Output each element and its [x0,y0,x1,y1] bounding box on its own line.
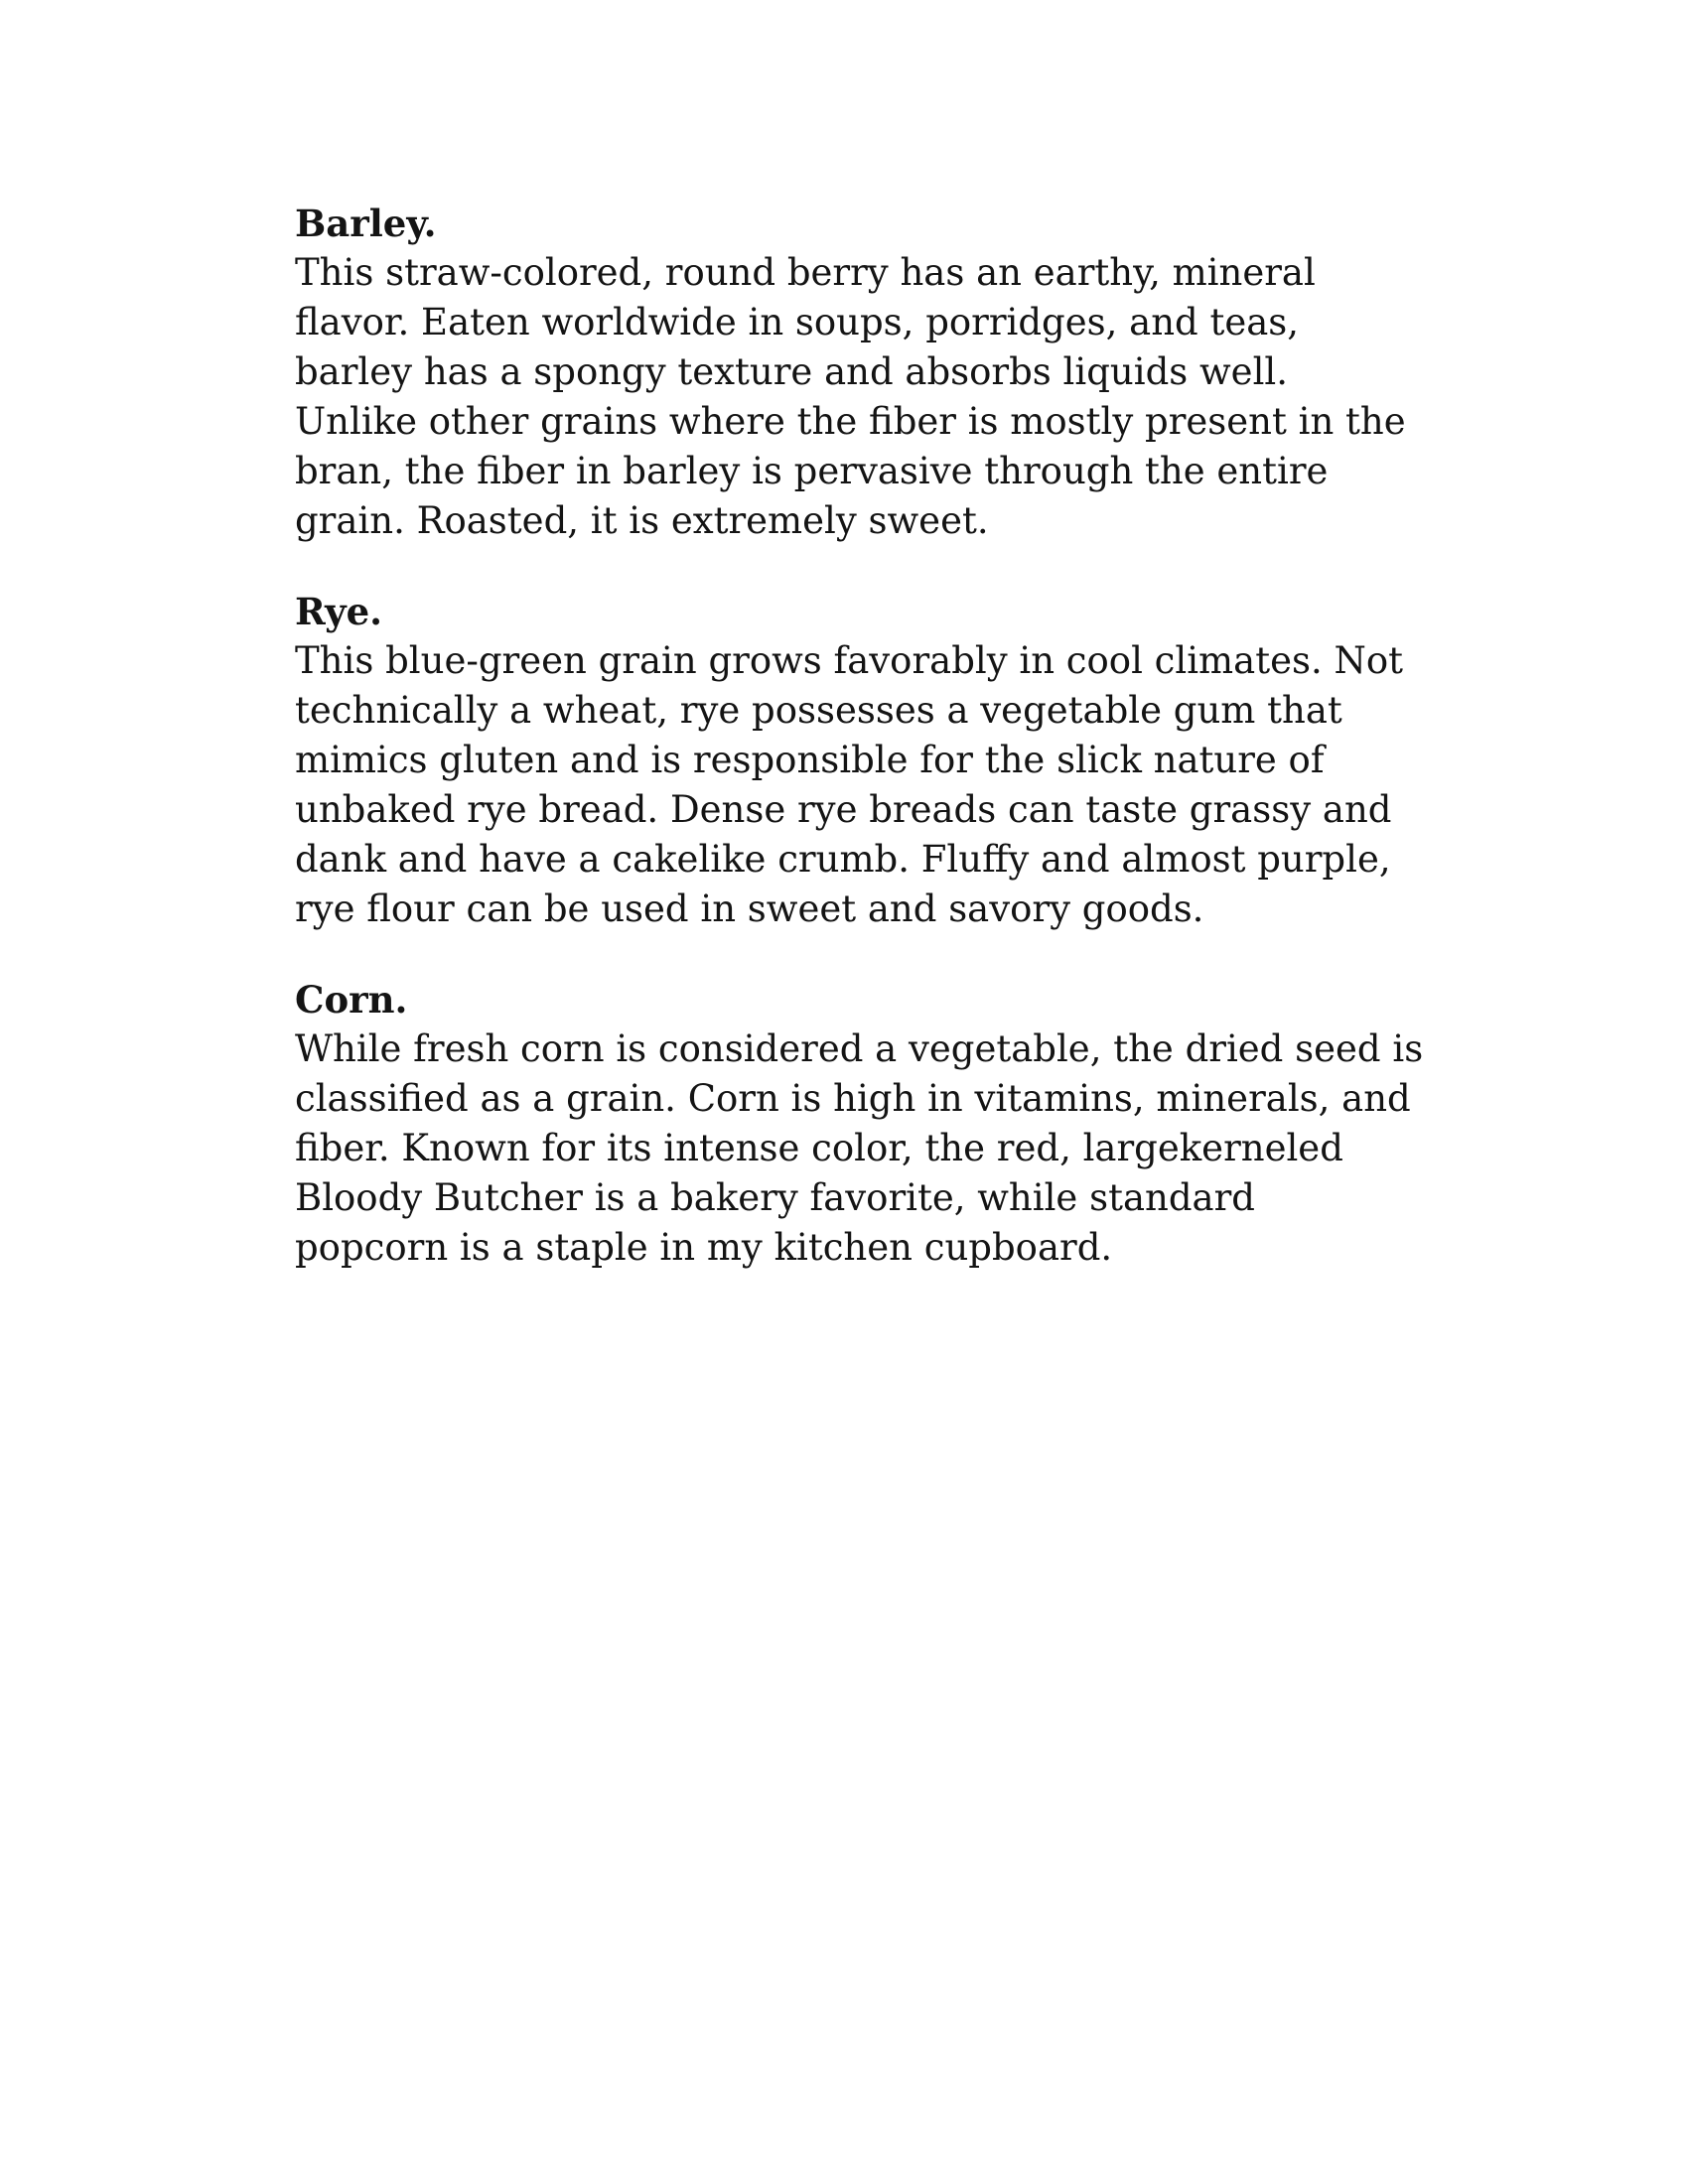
entry-title: Barley. [295,202,437,245]
body-line: grain. Roasted, it is extremely sweet. [295,499,989,542]
body-line: This straw-colored, round berry has an earthy, mineral [295,251,1316,294]
body-line: mimics gluten and is responsible for the slick nature of [295,739,1325,781]
body-line: dank and have a cakelike crumb. Fluffy and almost purple, [295,838,1391,881]
entry-barley [295,199,1417,546]
document-page [295,199,1424,1313]
body-line: Bloody Butcher is a bakery favorite, while standard [295,1176,1255,1219]
body-line: barley has a spongy texture and absorbs liquids well. [295,350,1288,393]
body-line: Unlike other grains where the fiber is mostly present in the [295,400,1406,443]
body-line: rye flour can be used in sweet and savory goods. [295,887,1204,930]
body-line: flavor. Eaten worldwide in soups, porridges, and teas, [295,301,1300,343]
entry-corn [295,975,1424,1273]
body-line: technically a wheat, rye possesses a vegetable gum that [295,689,1342,732]
entry-title: Corn. [295,978,408,1022]
entry-rye [295,587,1417,934]
body-line: popcorn is a staple in my kitchen cupboard. [295,1226,1113,1269]
body-line: bran, the fiber in barley is pervasive through the entire [295,450,1329,492]
entry-title: Rye. [295,590,383,633]
body-line: unbaked rye bread. Dense rye breads can taste grassy and [295,788,1392,831]
body-line: This blue-green grain grows favorably in cool climates. Not [295,639,1403,682]
body-line: While fresh corn is considered a vegetable, the dried seed is [295,1027,1424,1070]
body-line: fiber. Known for its intense color, the red, largekerneled [295,1127,1343,1169]
body-line: classified as a grain. Corn is high in vitamins, minerals, and [295,1077,1411,1120]
